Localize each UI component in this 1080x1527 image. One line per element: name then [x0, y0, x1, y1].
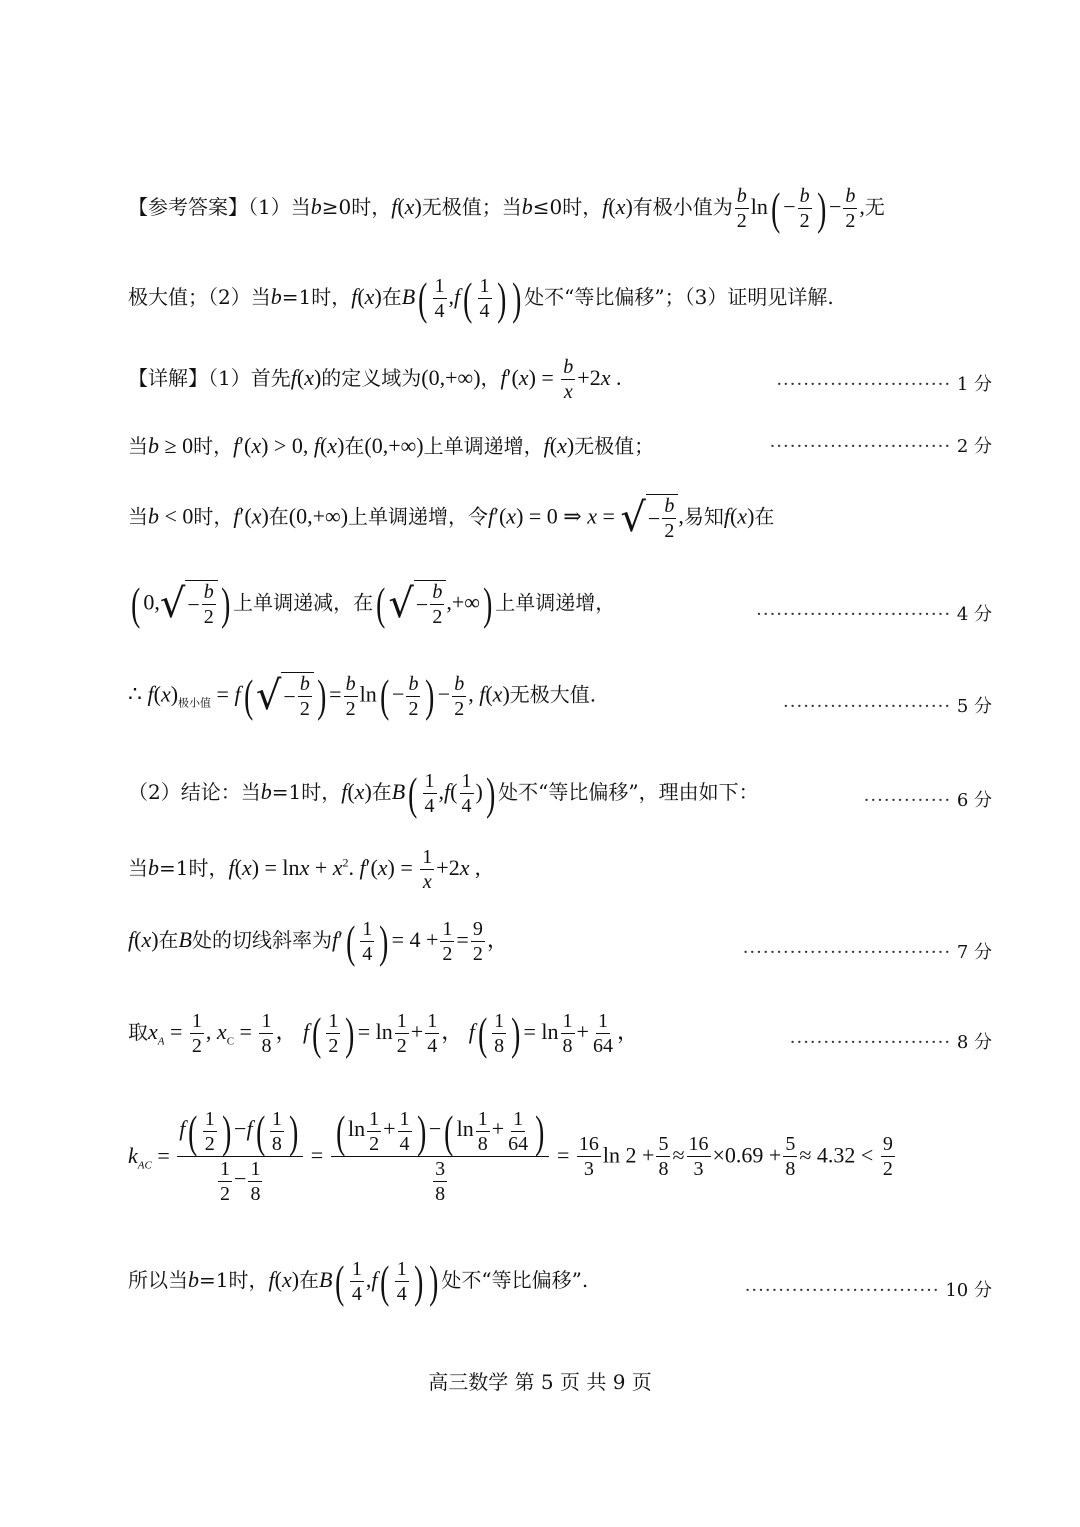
- score-7: ······························· 7 分: [742, 942, 992, 963]
- detail-line-10: $k_{AC}$ = f( $\frac{1}{2}$ ) −f( $\frac{1}{8}$ ) $\frac{1}{2}$ − $\frac{1}{8}$ = ( ln $\frac{1}{2}$ + $\frac{1}{4}$ ) −( ln $\frac{1}{8}$ + $\frac{1}{64}$ ) $\frac{3}{8}$ = $\frac{16}{3}$ ln 2 + $\frac{5}{8}$ ≈ $\frac{16}{3}$ ×0.69 + $\frac{5}{8}$ ≈ 4.32 < $\frac{9}{2}$: [128, 1105, 893, 1205]
- detail-line-8: f(x)在B处的切线斜率为f′( $\frac{1}{4}$ ) = 4 + $\frac{1}{2}$ = $\frac{9}{2}$ ，: [128, 915, 509, 967]
- score-6: ············· 6 分: [863, 790, 992, 811]
- detail-tag: 【详解】: [128, 366, 208, 390]
- score-10: ····························· 10 分: [744, 1280, 992, 1301]
- detail-line-9: 取$x_A$ = $\frac{1}{2}$ , $x_C$ = $\frac{1}{8}$ ， f( $\frac{1}{2}$ ) = ln $\frac{1}{2}$ + $\frac{1}{4}$ ， f( $\frac{1}{8}$ ) = ln $\frac{1}{8}$ + $\frac{1}{64}$ ，: [128, 1007, 639, 1059]
- score-8: ························ 8 分: [789, 1032, 992, 1053]
- detail-line-7: 当b=1时，$f(x) = \ln x + x^2$. f′(x) = $\frac{1}{x}$ +2x ,: [128, 846, 481, 893]
- score-4: ····························· 4 分: [756, 604, 992, 625]
- detail-line-2: 当b ≥ 0时，f′(x) > 0, f(x)在(0,+∞)上单调递增，f(x)无极值；: [128, 433, 655, 458]
- answer-tag: 【参考答案】: [128, 195, 248, 219]
- detail-line-1: 【详解】（1）首先f(x)的定义域为(0,+∞)，f′(x) = $\frac{b}{x}$ +2x .: [128, 356, 622, 403]
- page-footer: 高三数学 第 5 页 共 9 页: [428, 1370, 652, 1394]
- detail-line-4: ( 0, √ − $\frac{b}{2}$ ) 上单调递减，在( √ − $\frac{b}{2}$ ,+∞) 上单调递增，: [131, 578, 616, 629]
- detail-line-6: （2）结论：当b=1时，f(x)在B( $\frac{1}{4}$ ,f( $\frac{1}{4}$ )) 处不“等比偏移”，理由如下：: [128, 767, 759, 819]
- detail-line-3: 当b < 0时，f′(x)在(0,+∞)上单调递增，令f′(x) = 0 ⇒ x = √ − $\frac{b}{2}$ ,易知f(x)在: [128, 495, 775, 542]
- detail-line-5: ∴ $f(x)_{极小值} = f$( √ − $\frac{b}{2}$ ) = $\frac{b}{2}$ ln( − $\frac{b}{2}$ ) − $\frac{b}{2}$ , f(x)无极大值.: [128, 670, 597, 721]
- score-2: ··························· 2 分: [769, 436, 992, 457]
- answer-line-1: 【参考答案】（1）当b≥0时，f(x)无极值；当b≤0时，f(x)有极小值为 $\frac{b}{2}$ ln( − $\frac{b}{2}$ ) − $\frac{b}{2}$ ,无: [128, 182, 885, 234]
- score-5: ························· 5 分: [783, 696, 992, 717]
- answer-line-2: 极大值；（2）当b=1时，f(x)在B( $\frac{1}{4}$ ,f( $\frac{1}{4}$ ) ) 处不“等比偏移”；（3）证明见详解.: [128, 272, 834, 324]
- score-1: ·························· 1 分: [776, 374, 992, 395]
- detail-line-11: 所以当b=1时，f(x)在B( $\frac{1}{4}$ ,f( $\frac{1}{4}$ ) ) 处不“等比偏移”.: [128, 1255, 589, 1307]
